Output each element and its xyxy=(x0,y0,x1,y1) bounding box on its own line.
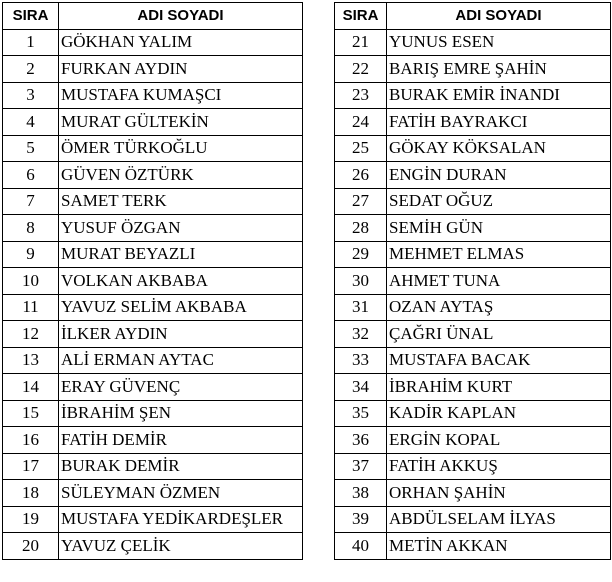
row-number: 39 xyxy=(335,506,387,533)
table-row xyxy=(3,400,303,427)
row-number: 10 xyxy=(3,268,59,295)
row-full-name: ÖMER TÜRKOĞLU xyxy=(59,135,303,162)
table-row xyxy=(3,347,303,374)
row-full-name: FATİH DEMİR xyxy=(59,427,303,454)
table-row xyxy=(335,109,611,136)
table-row xyxy=(3,321,303,348)
table-row xyxy=(3,162,303,189)
row-number: 21 xyxy=(335,29,387,56)
row-number: 29 xyxy=(335,241,387,268)
table-row xyxy=(3,109,303,136)
row-number: 28 xyxy=(335,215,387,242)
row-full-name: YUNUS ESEN xyxy=(387,29,611,56)
row-full-name: VOLKAN AKBABA xyxy=(59,268,303,295)
table-row xyxy=(3,374,303,401)
table-row xyxy=(3,56,303,83)
row-full-name: YAVUZ ÇELİK xyxy=(59,533,303,560)
table-row xyxy=(335,268,611,295)
row-full-name: GÖKHAN YALIM xyxy=(59,29,303,56)
row-full-name: MUSTAFA YEDİKARDEŞLER xyxy=(59,506,303,533)
column-header-sira: SIRA xyxy=(3,3,59,30)
row-full-name: MURAT BEYAZLI xyxy=(59,241,303,268)
row-full-name: ABDÜLSELAM İLYAS xyxy=(387,506,611,533)
table-row xyxy=(335,321,611,348)
table-row xyxy=(3,533,303,560)
row-number: 2 xyxy=(3,56,59,83)
row-full-name: FATİH BAYRAKCI xyxy=(387,109,611,136)
row-full-name: MUSTAFA KUMAŞCI xyxy=(59,82,303,109)
row-full-name: MURAT GÜLTEKİN xyxy=(59,109,303,136)
row-full-name: ERAY GÜVENÇ xyxy=(59,374,303,401)
row-number: 20 xyxy=(3,533,59,560)
row-number: 24 xyxy=(335,109,387,136)
row-full-name: MUSTAFA BACAK xyxy=(387,347,611,374)
row-number: 37 xyxy=(335,453,387,480)
row-full-name: BURAK EMİR İNANDI xyxy=(387,82,611,109)
row-number: 40 xyxy=(335,533,387,560)
row-full-name: METİN AKKAN xyxy=(387,533,611,560)
table-row xyxy=(335,506,611,533)
table-row xyxy=(335,188,611,215)
table-row xyxy=(335,56,611,83)
row-number: 1 xyxy=(3,29,59,56)
table-row xyxy=(3,29,303,56)
row-number: 26 xyxy=(335,162,387,189)
table-row xyxy=(335,480,611,507)
row-full-name: ERGİN KOPAL xyxy=(387,427,611,454)
row-full-name: YAVUZ SELİM AKBABA xyxy=(59,294,303,321)
table-row xyxy=(3,268,303,295)
column-header-name: ADI SOYADI xyxy=(59,3,303,30)
row-number: 6 xyxy=(3,162,59,189)
row-number: 25 xyxy=(335,135,387,162)
header-row xyxy=(335,3,611,30)
row-number: 30 xyxy=(335,268,387,295)
row-number: 11 xyxy=(3,294,59,321)
table-row xyxy=(3,188,303,215)
row-number: 13 xyxy=(3,347,59,374)
row-number: 32 xyxy=(335,321,387,348)
row-full-name: KADİR KAPLAN xyxy=(387,400,611,427)
table-row xyxy=(3,453,303,480)
row-number: 27 xyxy=(335,188,387,215)
table-row xyxy=(3,506,303,533)
row-full-name: FATİH AKKUŞ xyxy=(387,453,611,480)
row-number: 9 xyxy=(3,241,59,268)
table-row xyxy=(335,241,611,268)
row-number: 14 xyxy=(3,374,59,401)
table-row xyxy=(335,135,611,162)
table-row xyxy=(335,427,611,454)
row-full-name: MEHMET ELMAS xyxy=(387,241,611,268)
row-number: 35 xyxy=(335,400,387,427)
table-row xyxy=(335,294,611,321)
row-full-name: ÇAĞRI ÜNAL xyxy=(387,321,611,348)
table-row xyxy=(335,162,611,189)
row-full-name: GÖKAY KÖKSALAN xyxy=(387,135,611,162)
row-full-name: BARIŞ EMRE ŞAHİN xyxy=(387,56,611,83)
row-number: 34 xyxy=(335,374,387,401)
row-number: 8 xyxy=(3,215,59,242)
table-row xyxy=(335,533,611,560)
row-full-name: İBRAHİM ŞEN xyxy=(59,400,303,427)
table-row xyxy=(3,82,303,109)
row-number: 16 xyxy=(3,427,59,454)
roster-body-left xyxy=(3,29,303,559)
row-full-name: YUSUF ÖZGAN xyxy=(59,215,303,242)
row-number: 19 xyxy=(3,506,59,533)
row-number: 36 xyxy=(335,427,387,454)
row-full-name: ENGİN DURAN xyxy=(387,162,611,189)
row-full-name: SAMET TERK xyxy=(59,188,303,215)
row-number: 22 xyxy=(335,56,387,83)
row-number: 23 xyxy=(335,82,387,109)
row-number: 4 xyxy=(3,109,59,136)
table-row xyxy=(3,135,303,162)
header-row xyxy=(3,3,303,30)
row-number: 3 xyxy=(3,82,59,109)
table-row xyxy=(335,29,611,56)
row-number: 17 xyxy=(3,453,59,480)
row-full-name: SEDAT OĞUZ xyxy=(387,188,611,215)
table-row xyxy=(3,427,303,454)
row-number: 15 xyxy=(3,400,59,427)
row-number: 38 xyxy=(335,480,387,507)
row-full-name: BURAK DEMİR xyxy=(59,453,303,480)
row-full-name: AHMET TUNA xyxy=(387,268,611,295)
row-number: 18 xyxy=(3,480,59,507)
row-full-name: OZAN AYTAŞ xyxy=(387,294,611,321)
row-full-name: İLKER AYDIN xyxy=(59,321,303,348)
table-row xyxy=(335,215,611,242)
table-row xyxy=(335,82,611,109)
table-row xyxy=(3,241,303,268)
table-row xyxy=(335,453,611,480)
row-full-name: SEMİH GÜN xyxy=(387,215,611,242)
row-full-name: SÜLEYMAN ÖZMEN xyxy=(59,480,303,507)
table-row xyxy=(3,215,303,242)
row-number: 31 xyxy=(335,294,387,321)
roster-table-right xyxy=(334,2,611,560)
roster-table-left xyxy=(2,2,303,560)
row-full-name: GÜVEN ÖZTÜRK xyxy=(59,162,303,189)
table-row xyxy=(3,480,303,507)
row-number: 5 xyxy=(3,135,59,162)
row-full-name: FURKAN AYDIN xyxy=(59,56,303,83)
row-number: 12 xyxy=(3,321,59,348)
table-row xyxy=(335,347,611,374)
table-row xyxy=(335,374,611,401)
column-header-sira: SIRA xyxy=(335,3,387,30)
row-full-name: ALİ ERMAN AYTAC xyxy=(59,347,303,374)
row-number: 33 xyxy=(335,347,387,374)
row-full-name: İBRAHİM KURT xyxy=(387,374,611,401)
table-row xyxy=(335,400,611,427)
column-header-name: ADI SOYADI xyxy=(387,3,611,30)
row-full-name: ORHAN ŞAHİN xyxy=(387,480,611,507)
table-row xyxy=(3,294,303,321)
roster-body-right xyxy=(335,29,611,559)
row-number: 7 xyxy=(3,188,59,215)
